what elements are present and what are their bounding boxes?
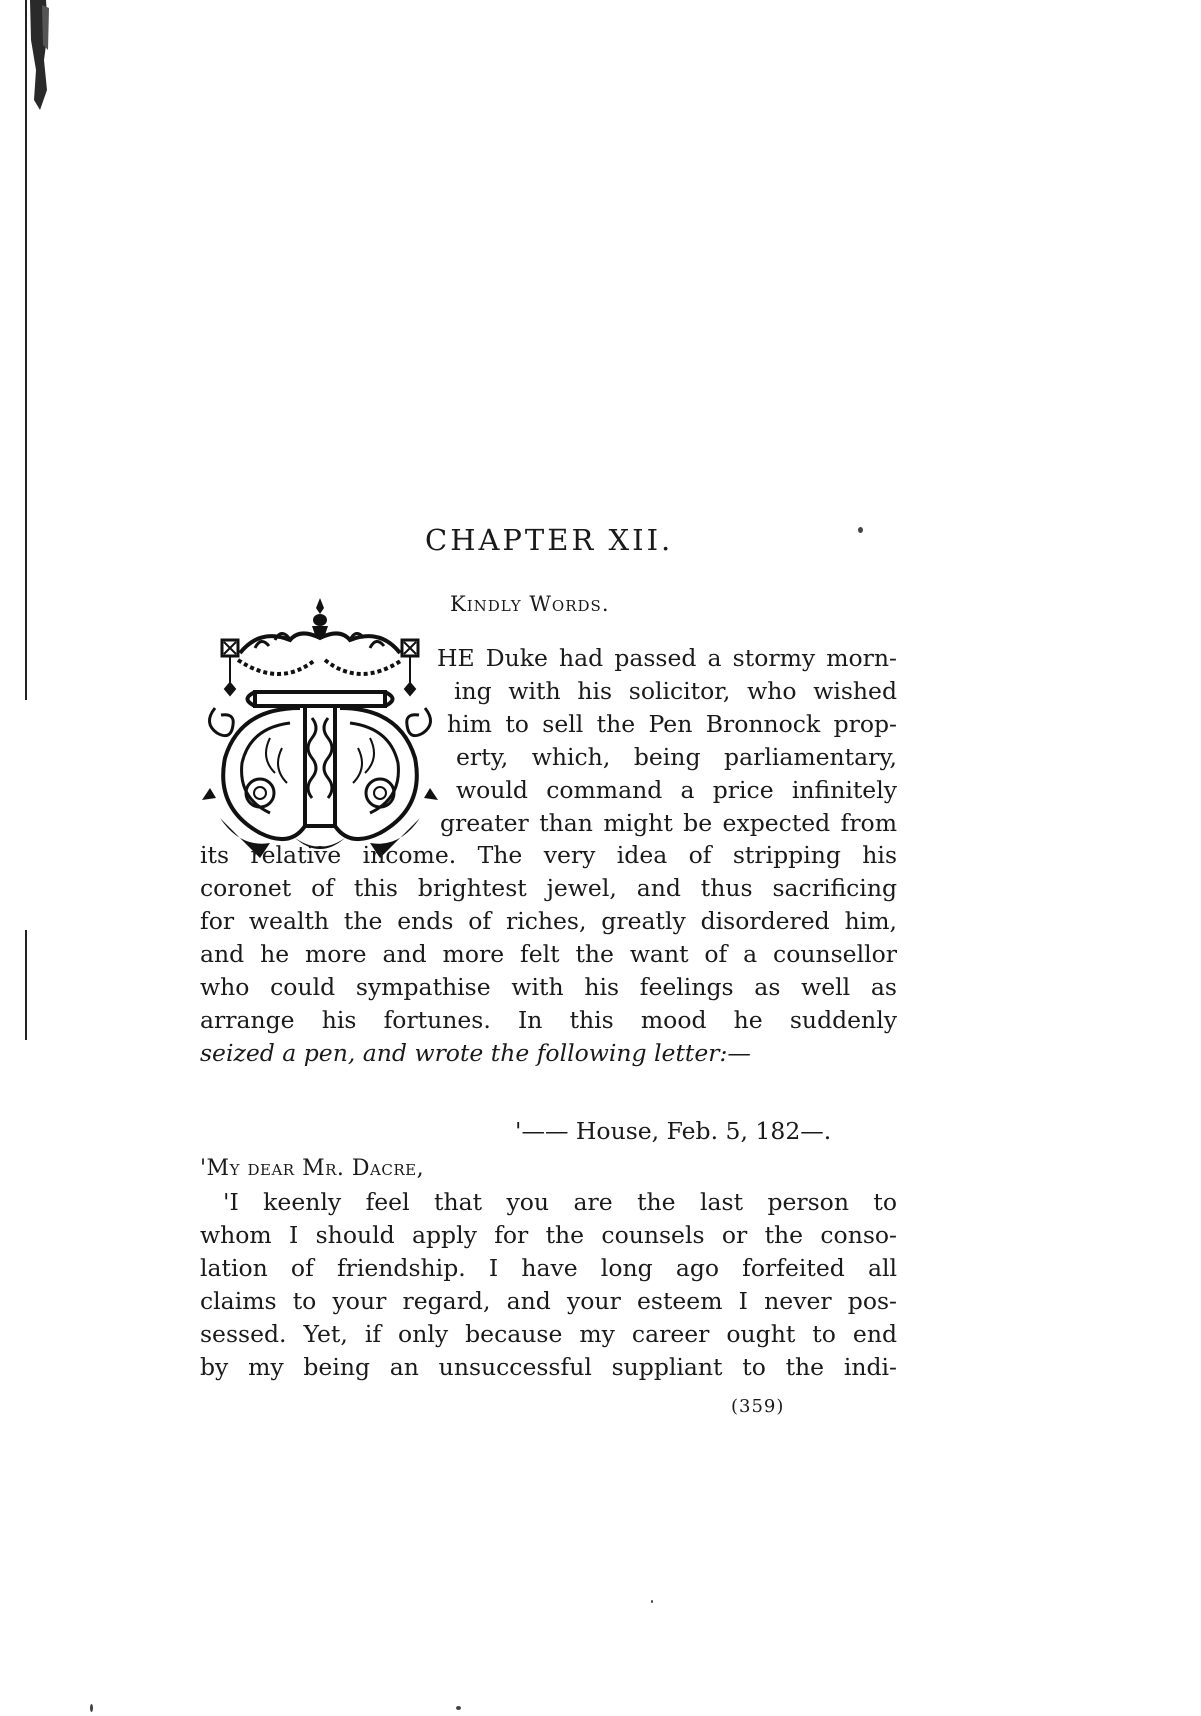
letter-text-line: lation of friendship. I have long ago forfeited all: [200, 1254, 897, 1282]
body-text-line: ing with his solicitor, who wished: [454, 677, 897, 705]
letter-text-line: 'I keenly feel that you are the last person to: [223, 1188, 897, 1216]
body-text-line: greater than might be expected from: [440, 809, 897, 837]
scan-speck: [651, 1600, 653, 1603]
body-text-line: arrange his fortunes. In this mood he suddenly: [200, 1006, 897, 1034]
body-text-line: and he more and more felt the want of a counsellor: [200, 940, 897, 968]
binding-edge-lower: [25, 930, 27, 1040]
body-text-line: erty, which, being parliamentary,: [456, 743, 897, 771]
body-text-line: would command a price infinitely: [456, 776, 897, 804]
body-text-line: coronet of this brightest jewel, and thus sacrificing: [200, 874, 897, 902]
scan-speck: [858, 527, 863, 533]
letter-text-line: by my being an unsuccessful suppliant to the indi-: [200, 1353, 897, 1381]
letter-dateline: '—— House, Feb. 5, 182—.: [515, 1117, 832, 1145]
ornamental-T-initial-icon: [200, 598, 440, 860]
binding-edge: [25, 0, 27, 700]
letter-salutation: 'My dear Mr. Dacre,: [200, 1156, 425, 1181]
chapter-title: CHAPTER XII.: [425, 523, 674, 557]
body-text-line: seized a pen, and wrote the following letter:—: [200, 1039, 751, 1067]
body-text-line: for wealth the ends of riches, greatly disordered him,: [200, 907, 897, 935]
scan-speck: [90, 1704, 93, 1712]
body-text-line: who could sympathise with his feelings as well as: [200, 973, 897, 1001]
body-text-line: HE Duke had passed a stormy morn-: [437, 644, 897, 672]
letter-text-line: sessed. Yet, if only because my career ought to end: [200, 1320, 897, 1348]
body-text-line: him to sell the Pen Bronnock prop-: [447, 710, 897, 738]
chapter-subtitle: Kindly Words.: [450, 592, 610, 616]
scan-speck: [456, 1706, 461, 1710]
letter-text-line: whom I should apply for the counsels or the conso-: [200, 1221, 897, 1249]
body-text-line: its relative income. The very idea of stripping his: [200, 841, 897, 869]
binding-shadow-icon: [28, 0, 50, 110]
letter-text-line: claims to your regard, and your esteem I never pos-: [200, 1287, 897, 1315]
page-number: (359): [731, 1396, 785, 1417]
